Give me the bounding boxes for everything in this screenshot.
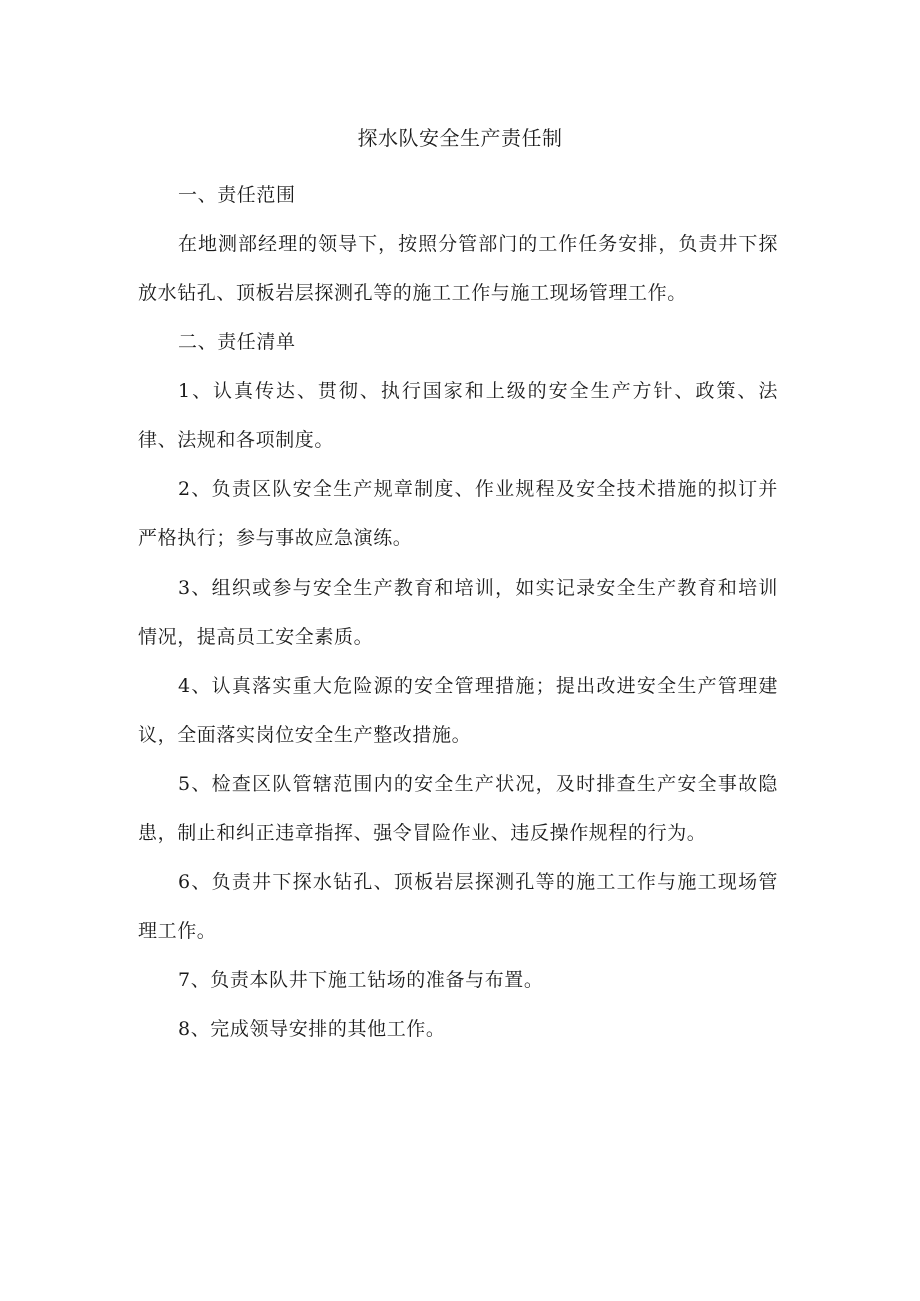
section-heading-list: 二、责任清单 bbox=[178, 331, 296, 353]
document-title: 探水队安全生产责任制 bbox=[357, 126, 563, 150]
list-item-3: 3、组织或参与安全生产教育和培训，如实记录安全生产教育和培训情况，提高员工安全素质。 bbox=[138, 577, 778, 648]
scope-paragraph: 在地测部经理的领导下，按照分管部门的工作任务安排，负责井下探放水钻孔、顶板岩层探测孔等的施工工作与施工现场管理工作。 bbox=[138, 233, 778, 304]
list-item-5: 5、检查区队管辖范围内的安全生产状况，及时排查生产安全事故隐患，制止和纠正违章指挥、强令冒险作业、违反操作规程的行为。 bbox=[138, 773, 778, 844]
list-item-6: 6、负责井下探水钻孔、顶板岩层探测孔等的施工工作与施工现场管理工作。 bbox=[138, 871, 778, 942]
list-item-7: 7、负责本队井下施工钻场的准备与布置。 bbox=[178, 969, 544, 991]
list-item-8: 8、完成领导安排的其他工作。 bbox=[178, 1018, 446, 1040]
list-item-1: 1、认真传达、贯彻、执行国家和上级的安全生产方针、政策、法律、法规和各项制度。 bbox=[138, 380, 778, 451]
list-item-4: 4、认真落实重大危险源的安全管理措施；提出改进安全生产管理建议，全面落实岗位安全生产整改措施。 bbox=[138, 675, 778, 746]
section-heading-scope: 一、责任范围 bbox=[178, 184, 296, 206]
list-item-2: 2、负责区队安全生产规章制度、作业规程及安全技术措施的拟订并严格执行；参与事故应急演练。 bbox=[138, 478, 778, 549]
